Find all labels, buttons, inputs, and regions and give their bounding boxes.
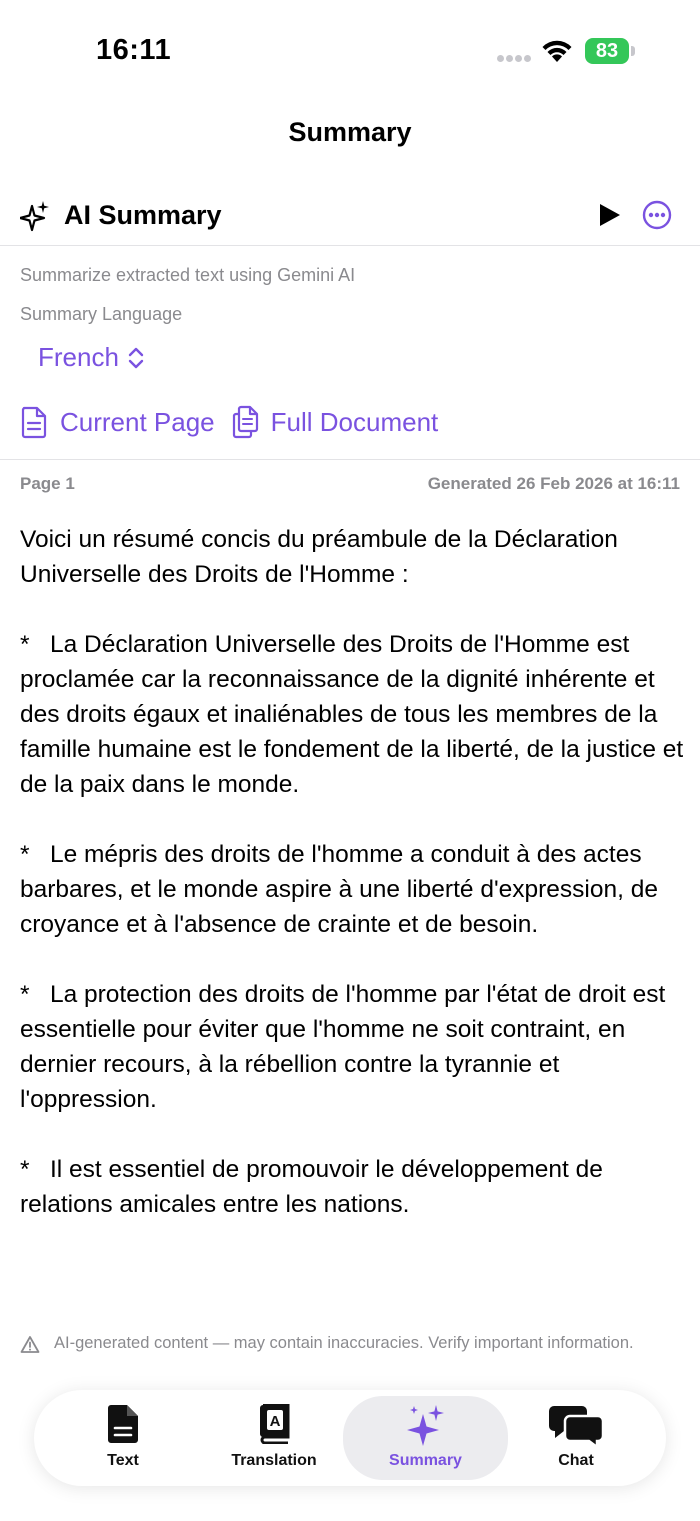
tab-chat[interactable] bbox=[501, 1390, 651, 1486]
summary-description: Summarize extracted text using Gemini AI bbox=[20, 265, 356, 285]
result-page-label: Page 1 bbox=[20, 474, 75, 493]
full-document-label: Full Document bbox=[270, 406, 439, 437]
document-text-icon bbox=[106, 1404, 140, 1444]
chevron-up-down-icon bbox=[127, 346, 145, 370]
summary-language-picker[interactable] bbox=[38, 342, 145, 373]
tab-translation[interactable] bbox=[199, 1390, 349, 1486]
tab-summary[interactable] bbox=[343, 1396, 508, 1480]
tab-bar bbox=[34, 1390, 666, 1486]
more-options-button[interactable] bbox=[642, 200, 672, 230]
section-title: AI Summary bbox=[64, 200, 222, 230]
status-time: 16:11 bbox=[96, 34, 172, 66]
disclaimer-text: AI-generated content — may contain inaccuracies. Verify important information. bbox=[54, 1334, 634, 1352]
tab-label: Text bbox=[107, 1452, 139, 1469]
tab-label: Summary bbox=[389, 1452, 462, 1469]
chat-bubbles-icon bbox=[548, 1404, 604, 1448]
page-title: Summary bbox=[288, 117, 412, 147]
svg-text:A: A bbox=[269, 1413, 281, 1430]
summary-language-label: Summary Language bbox=[20, 304, 183, 324]
summary-scope-row bbox=[20, 402, 454, 442]
ai-summary-header bbox=[0, 190, 700, 246]
wifi-icon bbox=[541, 38, 573, 64]
status-bar bbox=[0, 0, 700, 100]
current-page-button[interactable] bbox=[20, 405, 215, 439]
summary-language-value: French bbox=[38, 342, 119, 372]
tab-label: Chat bbox=[558, 1452, 594, 1469]
sparkles-icon bbox=[20, 200, 50, 232]
document-icon bbox=[20, 405, 48, 439]
ai-disclaimer bbox=[20, 1333, 660, 1355]
sparkles-icon bbox=[406, 1404, 446, 1448]
full-document-button[interactable] bbox=[231, 405, 439, 439]
warning-icon bbox=[20, 1335, 40, 1355]
battery-icon bbox=[585, 38, 637, 64]
divider bbox=[0, 459, 700, 460]
translation-book-icon bbox=[257, 1404, 291, 1444]
battery-level: 83 bbox=[585, 38, 629, 64]
current-page-label: Current Page bbox=[60, 406, 215, 437]
tab-text[interactable] bbox=[48, 1390, 198, 1486]
generated-timestamp: Generated 26 Feb 2026 at 16:11 bbox=[427, 474, 680, 493]
cellular-signal-icon bbox=[497, 55, 533, 63]
tab-label: Translation bbox=[231, 1452, 317, 1469]
play-button[interactable] bbox=[596, 202, 622, 228]
summary-text: Voici un résumé concis du préambule de la Déclaration Universelle des Droits de l'Homme : * La Déclaration Universelle des Droits de l'Homme est proclamée car la reconnaissance de la dignité inhérente et des droits égaux et inaliénables de tous les membres de la famille humaine est le fondement de la liberté, de la justice et de la paix dans le monde. * Le mépris des droits de l'homme a conduit à des actes barbares, et le monde aspire à une liberté d'expression, de croyance et à l'absence de crainte et de besoin. * La protection des droits de l'homme par l'état de droit est essentielle pour éviter que l'homme ne soit contraint, en dernier recours, à la rébellion contre la tyrannie et l'oppression. * Il est essentiel de promouvoir le développement de relations amicales entre les nations. bbox=[20, 526, 684, 1218]
documents-icon bbox=[231, 405, 259, 439]
